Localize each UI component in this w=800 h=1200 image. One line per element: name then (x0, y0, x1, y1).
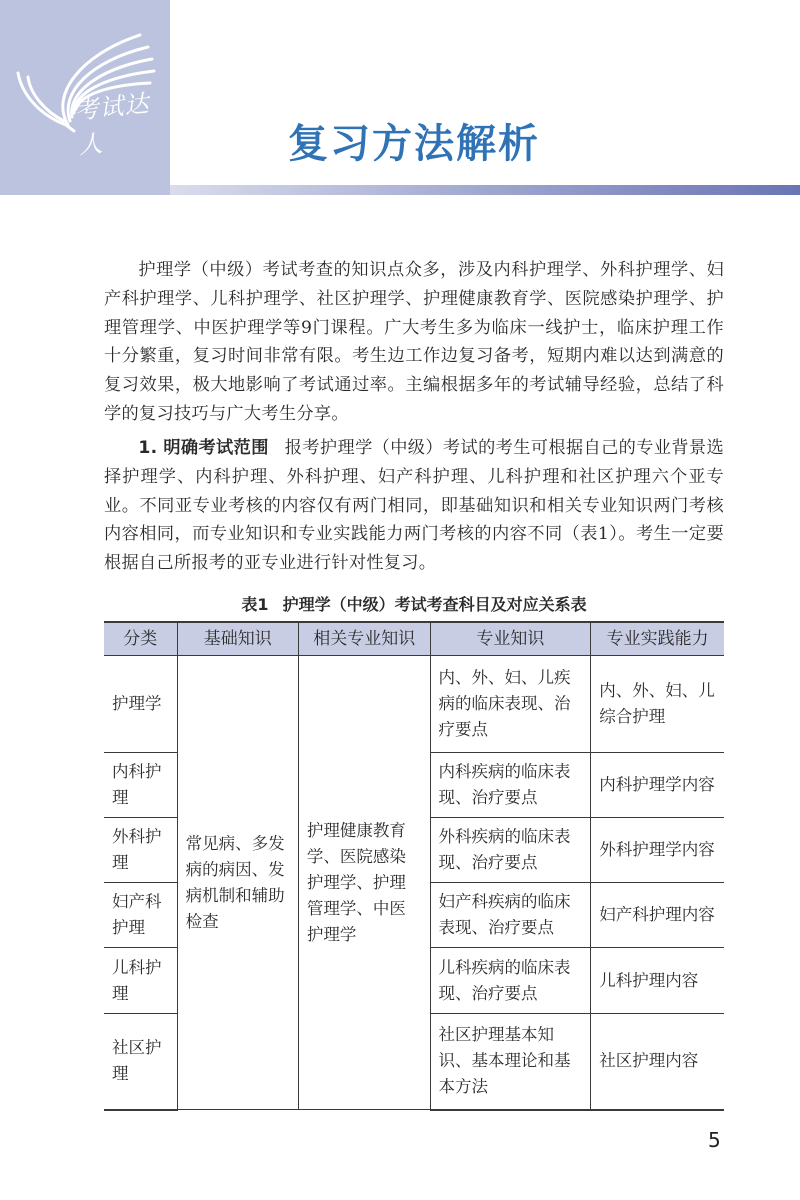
shared-basic-cell: 常见病、多发病的病因、发病机制和辅助检查 (177, 656, 298, 1110)
header-basic: 基础知识 (177, 622, 298, 656)
row-specialty: 内、外、妇、儿疾病的临床表现、治疗要点 (430, 656, 591, 753)
row-category: 儿科护理 (104, 948, 177, 1014)
logo-panel (0, 0, 170, 195)
page-title: 复习方法解析 (288, 121, 540, 167)
row-specialty: 社区护理基本知识、基本理论和基本方法 (430, 1014, 591, 1110)
row-specialty: 妇产科疾病的临床表现、治疗要点 (430, 883, 591, 948)
table-caption-number: 表1 (241, 595, 269, 614)
header-category: 分类 (104, 622, 177, 656)
table-header-row (104, 622, 724, 656)
logo-text: 考试达人 (73, 89, 151, 160)
row-specialty: 内科疾病的临床表现、治疗要点 (430, 753, 591, 818)
row-category: 社区护理 (104, 1014, 177, 1110)
subject-table (104, 621, 724, 1111)
row-specialty: 外科疾病的临床表现、治疗要点 (430, 818, 591, 883)
page-number: 5 (708, 1128, 721, 1152)
section-number: 1. (138, 438, 158, 458)
section-body: 报考护理学（中级）考试的考生可根据自己的专业背景选择护理学、内科护理、外科护理、妇产科护理、儿科护理和社区护理六个亚专业。不同亚专业考核的内容仅有两门相同，即基础知识和相关专业知识两门考核内容相同，而专业知识和专业实践能力两门考核的内容不同（表1）。考生一定要根据自己所报考的亚专业进行针对性复习。 (104, 438, 724, 574)
table-caption-title: 护理学（中级）考试考查科目及对应关系表 (282, 595, 587, 614)
table-row (104, 656, 724, 753)
row-category: 妇产科护理 (104, 883, 177, 948)
row-practice: 儿科护理内容 (591, 948, 724, 1014)
row-practice: 内科护理学内容 (591, 753, 724, 818)
row-practice: 妇产科护理内容 (591, 883, 724, 948)
header-related: 相关专业知识 (298, 622, 430, 656)
row-category: 外科护理 (104, 818, 177, 883)
row-practice: 内、外、妇、儿综合护理 (591, 656, 724, 753)
row-category: 内科护理 (104, 753, 177, 818)
row-specialty: 儿科疾病的临床表现、治疗要点 (430, 948, 591, 1014)
row-practice: 外科护理学内容 (591, 818, 724, 883)
header-specialty: 专业知识 (430, 622, 591, 656)
intro-paragraph: 护理学（中级）考试考查的知识点众多，涉及内科护理学、外科护理学、妇产科护理学、儿科护理学、社区护理学、护理健康教育学、医院感染护理学、护理管理学、中医护理学等9门课程。广大考生多为临床一线护士，临床护理工作十分繁重，复习时间非常有限。考生边工作边复习备考，短期内难以达到满意的复习效果，极大地影响了考试通过率。主编根据多年的考试辅导经验，总结了科学的复习技巧与广大考生分享。 (104, 260, 724, 424)
header-divider (170, 185, 800, 195)
row-category: 护理学 (104, 656, 177, 753)
section-1-paragraph (104, 434, 724, 578)
shared-related-cell: 护理健康教育学、医院感染护理学、护理管理学、中医护理学 (298, 656, 430, 1110)
header-practice: 专业实践能力 (591, 622, 724, 656)
table-caption (104, 592, 724, 615)
row-practice: 社区护理内容 (591, 1014, 724, 1110)
section-title: 明确考试范围 (163, 438, 269, 458)
